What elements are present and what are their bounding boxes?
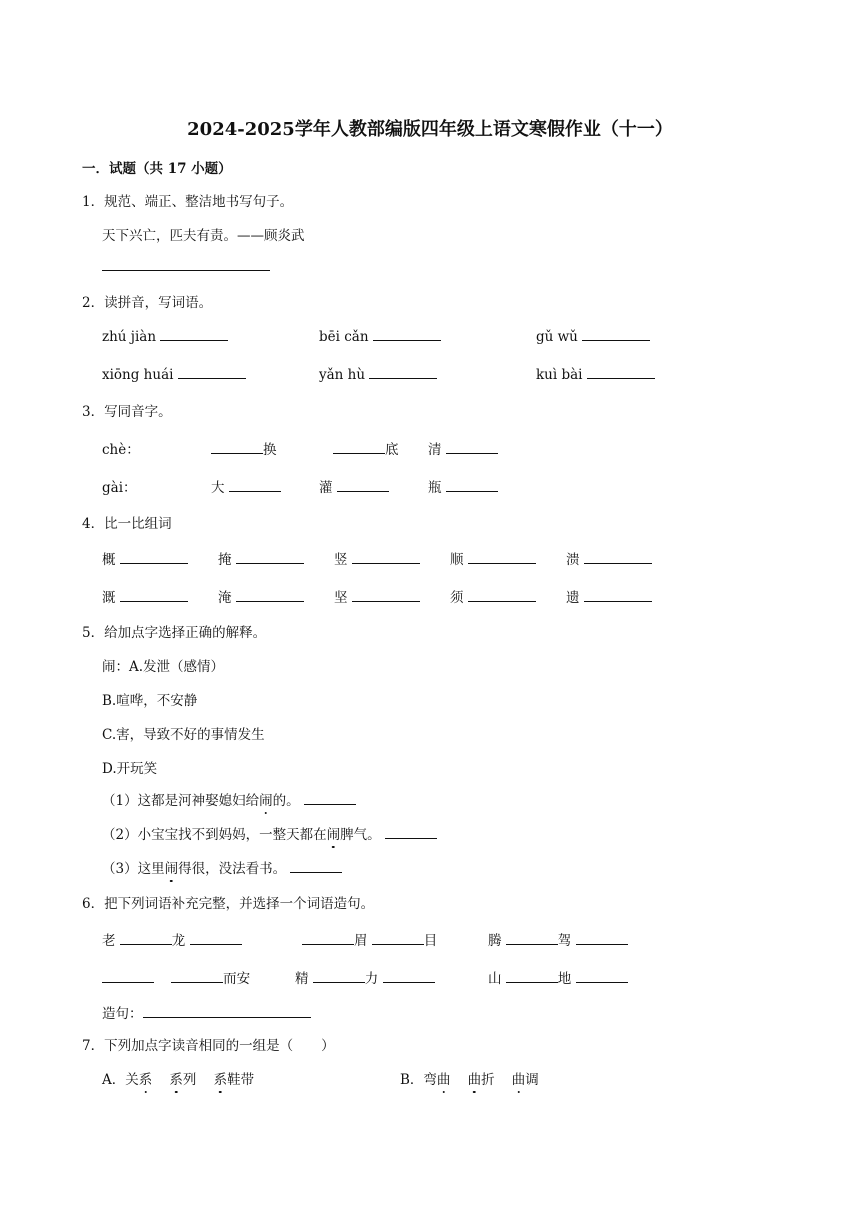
q3-item: 换 bbox=[211, 438, 277, 458]
q3-item: 大 bbox=[211, 476, 281, 496]
sentence-blank[interactable] bbox=[143, 1005, 311, 1018]
q5-sentence-1: （1）这都是河神娶媳妇给闹的。 bbox=[102, 789, 356, 809]
answer-blank[interactable] bbox=[468, 551, 536, 564]
q4-item: 坚 bbox=[334, 586, 420, 606]
q4-item: 溉 bbox=[102, 586, 188, 606]
answer-blank[interactable] bbox=[120, 551, 188, 564]
answer-blank[interactable] bbox=[302, 932, 354, 945]
q4-item: 概 bbox=[102, 548, 188, 568]
answer-blank[interactable] bbox=[584, 551, 652, 564]
q2-item: xiōng huái bbox=[102, 366, 246, 383]
answer-blank[interactable] bbox=[333, 441, 385, 454]
answer-blank[interactable] bbox=[369, 366, 437, 379]
answer-blank[interactable] bbox=[229, 479, 281, 492]
answer-blank[interactable] bbox=[290, 860, 342, 873]
q5-option-b: B.喧哗，不安静 bbox=[102, 693, 198, 709]
q5-stem: 5．给加点字选择正确的解释。 bbox=[82, 625, 267, 641]
answer-blank[interactable] bbox=[506, 970, 558, 983]
answer-blank[interactable] bbox=[178, 366, 246, 379]
answer-blank[interactable] bbox=[171, 970, 223, 983]
answer-blank[interactable] bbox=[576, 932, 628, 945]
q5-option-a: 闹：A.发泄（感情） bbox=[102, 659, 225, 675]
answer-blank[interactable] bbox=[468, 589, 536, 602]
q3-item: 清 bbox=[428, 438, 498, 458]
q7-option-a[interactable]: A．关系 系列 系鞋带 bbox=[102, 1072, 255, 1088]
answer-blank[interactable] bbox=[160, 328, 228, 341]
q6-word-6: 山 地 bbox=[488, 967, 628, 987]
answer-blank[interactable] bbox=[446, 479, 498, 492]
answer-blank[interactable] bbox=[337, 479, 389, 492]
q1-stem: 1．规范、端正、整洁地书写句子。 bbox=[82, 194, 294, 210]
q5-option-c: C.害，导致不好的事情发生 bbox=[102, 727, 265, 743]
q1-quote: 天下兴亡，匹夫有责。——顾炎武 bbox=[102, 228, 305, 244]
q6-word-5: 精 力 bbox=[295, 967, 435, 987]
q5-sentence-2: （2）小宝宝找不到妈妈，一整天都在闹脾气。 bbox=[102, 823, 437, 843]
q4-item: 竖 bbox=[334, 548, 420, 568]
answer-blank[interactable] bbox=[352, 551, 420, 564]
q2-stem: 2．读拼音，写词语。 bbox=[82, 295, 213, 311]
answer-blank[interactable] bbox=[582, 328, 650, 341]
answer-blank[interactable] bbox=[372, 932, 424, 945]
answer-blank[interactable] bbox=[373, 328, 441, 341]
q4-item: 淹 bbox=[218, 586, 304, 606]
answer-blank[interactable] bbox=[313, 970, 365, 983]
q6-word-3: 腾 驾 bbox=[488, 929, 628, 949]
q3-row1-label: chè： bbox=[102, 442, 140, 458]
q4-item: 顺 bbox=[450, 548, 536, 568]
q5-option-d: D.开玩笑 bbox=[102, 761, 158, 777]
q3-stem: 3．写同音字。 bbox=[82, 404, 172, 420]
q1-answer-line[interactable] bbox=[102, 258, 270, 275]
section-heading: 一．试题（共 17 小题） bbox=[82, 161, 232, 177]
answer-blank[interactable] bbox=[120, 589, 188, 602]
q2-item: yǎn hù bbox=[319, 366, 437, 383]
answer-blank[interactable] bbox=[211, 441, 263, 454]
answer-blank[interactable] bbox=[236, 589, 304, 602]
answer-blank[interactable] bbox=[352, 589, 420, 602]
answer-blank[interactable] bbox=[236, 551, 304, 564]
q2-item: gǔ wǔ bbox=[536, 328, 650, 345]
q6-sentence: 造句： bbox=[102, 1002, 311, 1022]
q4-item: 掩 bbox=[218, 548, 304, 568]
q3-row2-label: gài： bbox=[102, 480, 137, 496]
q3-item: 底 bbox=[333, 438, 399, 458]
q3-item: 灌 bbox=[319, 476, 389, 496]
answer-blank[interactable] bbox=[385, 826, 437, 839]
q4-item: 溃 bbox=[566, 548, 652, 568]
answer-blank[interactable] bbox=[102, 970, 154, 983]
q6-word-2: 眉 目 bbox=[302, 929, 437, 949]
answer-blank[interactable] bbox=[190, 932, 242, 945]
q6-word-4: 而安 bbox=[102, 967, 250, 987]
q4-item: 遗 bbox=[566, 586, 652, 606]
q2-item: zhú jiàn bbox=[102, 328, 228, 345]
q4-item: 须 bbox=[450, 586, 536, 606]
answer-blank[interactable] bbox=[506, 932, 558, 945]
answer-blank[interactable] bbox=[120, 932, 172, 945]
q4-stem: 4．比一比组词 bbox=[82, 516, 172, 532]
answer-blank[interactable] bbox=[576, 970, 628, 983]
q6-stem: 6．把下列词语补充完整，并选择一个词语造句。 bbox=[82, 896, 375, 912]
answer-blank[interactable] bbox=[446, 441, 498, 454]
page-title: 2024-2025学年人教部编版四年级上语文寒假作业（十一） bbox=[187, 119, 673, 140]
answer-blank[interactable] bbox=[584, 589, 652, 602]
answer-blank[interactable] bbox=[304, 792, 356, 805]
q2-item: kuì bài bbox=[536, 366, 655, 383]
answer-blank[interactable] bbox=[587, 366, 655, 379]
q7-stem: 7．下列加点字读音相同的一组是（ ） bbox=[82, 1038, 335, 1054]
answer-blank[interactable] bbox=[383, 970, 435, 983]
q3-item: 瓶 bbox=[428, 476, 498, 496]
q2-item: bēi cǎn bbox=[319, 328, 441, 345]
q5-sentence-3: （3）这里闹得很，没法看书。 bbox=[102, 857, 342, 877]
q6-word-1: 老 龙 bbox=[102, 929, 242, 949]
q7-option-b[interactable]: B．弯曲 曲折 曲调 bbox=[400, 1072, 539, 1088]
